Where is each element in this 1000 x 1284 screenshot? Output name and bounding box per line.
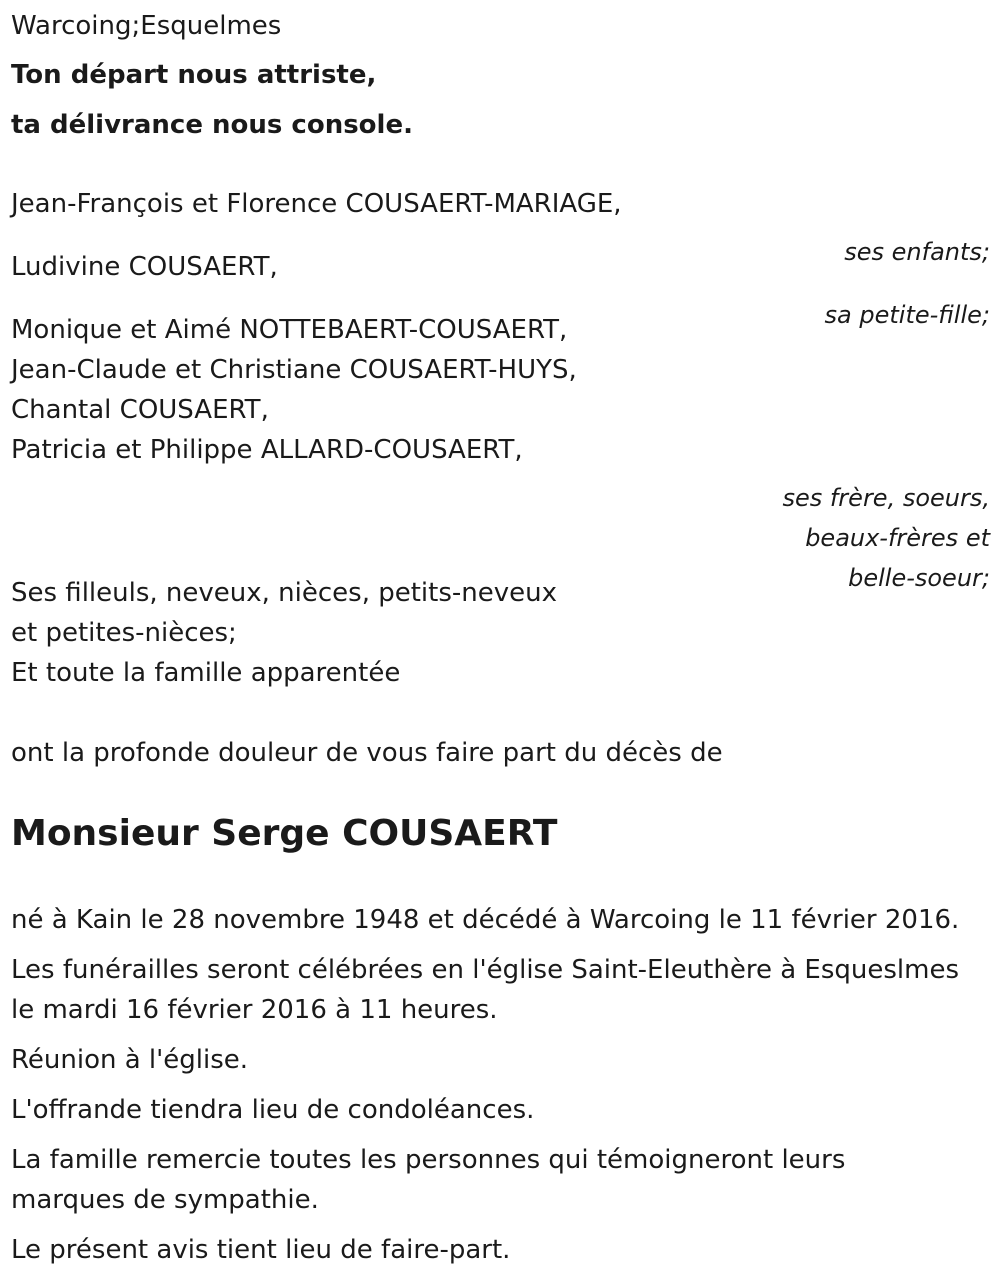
verse-line-2: ta délivrance nous console.	[11, 110, 413, 140]
location-header: Warcoing;Esquelmes	[11, 11, 282, 41]
siblings-relation-line: belle-soeur;	[848, 564, 990, 592]
birth-death-info: né à Kain le 28 novembre 1948 et décédé à Warcoing le 11 février 2016.	[11, 905, 960, 935]
sibling-name: Patricia et Philippe ALLARD-COUSAERT,	[11, 435, 523, 465]
others-line: Et toute la famille apparentée	[11, 658, 401, 688]
siblings-relation-line: beaux-frères et	[805, 524, 990, 552]
funeral-info-line-2: le mardi 16 février 2016 à 11 heures.	[11, 995, 498, 1025]
siblings-relation-line: ses frère, soeurs,	[782, 484, 990, 512]
sibling-name: Chantal COUSAERT,	[11, 395, 269, 425]
thanks-line-2: marques de sympathie.	[11, 1185, 319, 1215]
sibling-name: Monique et Aimé NOTTEBAERT-COUSAERT,	[11, 315, 568, 345]
notice-text: Le présent avis tient lieu de faire-part.	[11, 1235, 511, 1265]
granddaughter-relation: sa petite-fille;	[824, 301, 990, 329]
children-names: Jean-François et Florence COUSAERT-MARIAGE,	[11, 189, 622, 219]
offering-info: L'offrande tiendra lieu de condoléances.	[11, 1095, 535, 1125]
deceased-name: Monsieur Serge COUSAERT	[11, 813, 558, 854]
granddaughter-name: Ludivine COUSAERT,	[11, 252, 278, 282]
others-line: et petites-nièces;	[11, 618, 237, 648]
funeral-info-line-1: Les funérailles seront célébrées en l'église Saint-Eleuthère à Esqueslmes	[11, 955, 960, 985]
children-relation: ses enfants;	[844, 238, 990, 266]
meeting-info: Réunion à l'église.	[11, 1045, 249, 1075]
others-line: Ses filleuls, neveux, nièces, petits-neveux	[11, 578, 557, 608]
announcement-text: ont la profonde douleur de vous faire part du décès de	[11, 738, 723, 768]
thanks-line-1: La famille remercie toutes les personnes qui témoigneront leurs	[11, 1145, 846, 1175]
verse-line-1: Ton départ nous attriste,	[11, 60, 377, 90]
sibling-name: Jean-Claude et Christiane COUSAERT-HUYS,	[11, 355, 577, 385]
